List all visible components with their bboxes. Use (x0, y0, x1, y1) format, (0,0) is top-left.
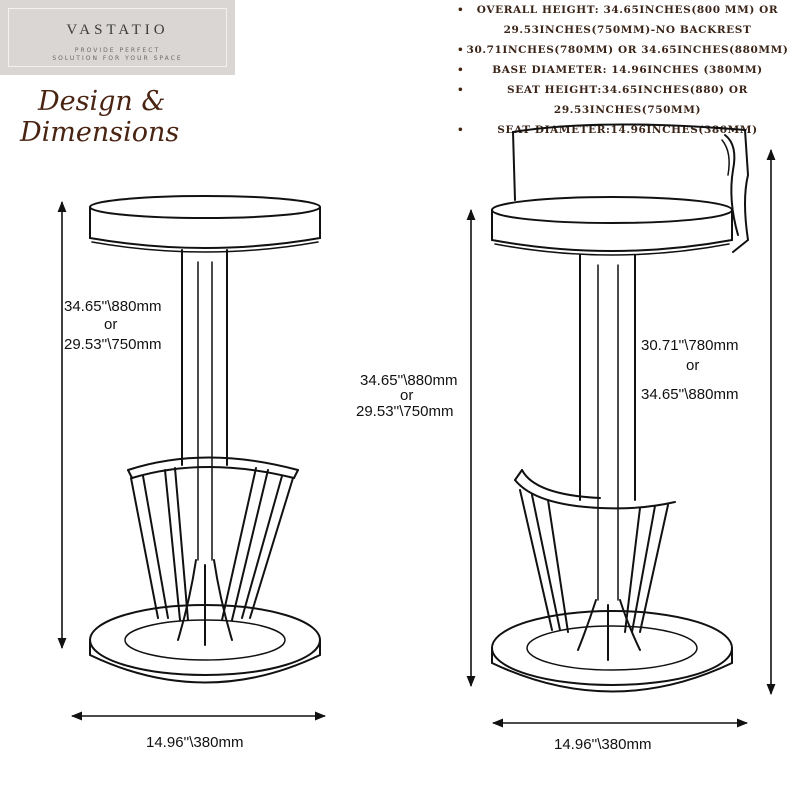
left-height-alt-label: 29.53''\750mm (64, 336, 162, 353)
right-overall-primary-label: 34.65''\880mm (360, 372, 458, 389)
right-legs (520, 490, 668, 660)
spec-item-base-diameter: • BASE DIAMETER: 14.96INCHES (380MM) (455, 60, 800, 80)
right-seat-alt-label: 34.65''\880mm (641, 386, 739, 403)
heading-line-2: Dimensions (20, 117, 180, 148)
left-height-or-label: or (104, 316, 118, 333)
brand-tagline-2: SOLUTION FOR YOUR SPACE (52, 55, 183, 62)
left-seat (90, 196, 320, 252)
heading-line-1: Design & (38, 86, 166, 117)
right-overall-or-label: or (400, 387, 414, 404)
spec-item-overall-height: • OVERALL HEIGHT: 34.65INCHES(800 MM) OR 29.53INCHES(750MM)-NO BACKREST (455, 0, 800, 40)
left-stem (182, 250, 227, 560)
spec-item-seat-height: • SEAT HEIGHT:34.65INCHES(880) OR 29.53INCHES(750MM) (455, 80, 800, 120)
right-base (492, 611, 732, 692)
left-stool-illustration (90, 196, 320, 683)
spec-item-seat-diameter: • SEAT DIAMETER:14.96INCHES(380MM) (455, 120, 800, 140)
brand-tagline-1: PROVIDE PERFECT (74, 47, 161, 54)
right-seat-primary-label: 30.71''\780mm (641, 337, 739, 354)
right-seat (492, 197, 732, 255)
spec-item-backrest-height: • 30.71INCHES(780MM) OR 34.65INCHES(880MM) (455, 40, 800, 60)
right-stem (580, 255, 635, 600)
left-footrest-ring (128, 458, 298, 479)
right-seat-or-label: or (686, 357, 700, 374)
brand-name: VASTATIO (66, 22, 169, 38)
left-base-width-label: 14.96''\380mm (146, 734, 244, 751)
right-overall-alt-label: 29.53''\750mm (356, 403, 454, 420)
right-footrest-ring (515, 470, 675, 508)
left-height-primary-label: 34.65''\880mm (64, 298, 162, 315)
right-stool-illustration (492, 124, 748, 691)
right-backrest (513, 124, 748, 252)
right-base-width-label: 14.96''\380mm (554, 736, 652, 753)
